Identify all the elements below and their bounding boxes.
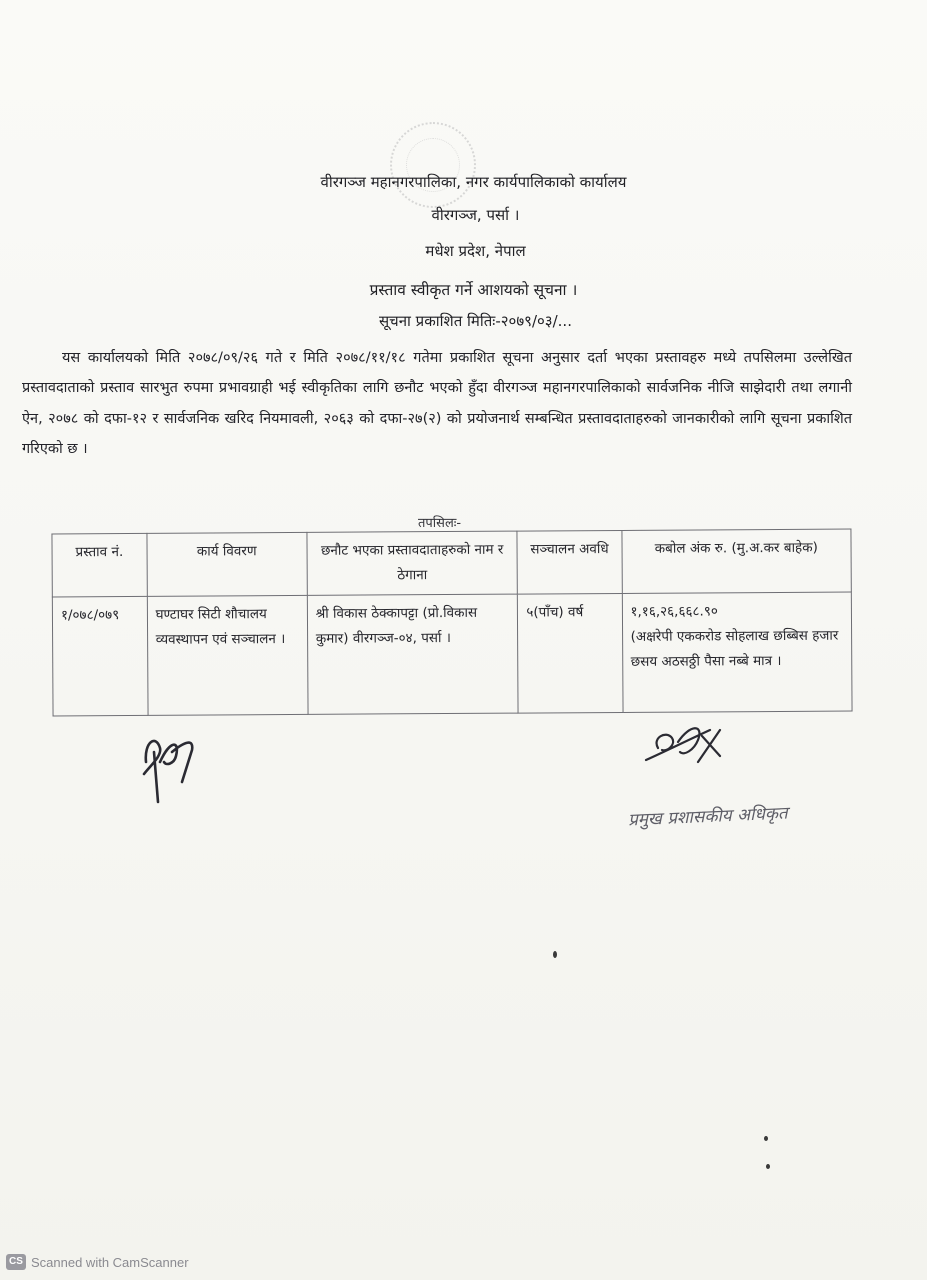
header-operation-period: सञ्चालन अवधि — [517, 530, 621, 594]
office-seal — [390, 122, 476, 208]
handwritten-signature-right — [640, 712, 730, 778]
office-city: वीरगञ्ज, पर्सा । — [431, 206, 520, 224]
header-bid-amount: कबोल अंक रु. (मु.अ.कर बाहेक) — [621, 529, 851, 593]
office-name: वीरगञ्ज महानगरपालिका, नगर कार्यपालिकाको कार्यालय — [320, 173, 627, 191]
table-row — [52, 592, 852, 716]
notice-title: प्रस्ताव स्वीकृत गर्ने आशयको सूचना । — [369, 281, 578, 299]
notice-paragraph: यस कार्यालयको मिति २०७८/०९/२६ गते र मिति २०७८/११/१८ गतेमा प्रकाशित सूचना अनुसार दर्ता भएका प्रस्तावहरु मध्ये तपसिलमा उल्लेखित प्रस्तावदाताको प्रस्ताव सारभुत रुपमा प्रभावग्राही भई स्वीकृतिका लागि छनौट भएको हुँदा वीरगञ्ज महानगरपालिकाको सार्वजनिक नीजि साझेदारी तथा लगानी ऐन, २०७८ को दफा-१२ र सार्वजनिक खरिद नियमावली, २०६३ को दफा-२७(२) को प्रयोजनार्थ सम्बन्धित प्रस्तावदाताहरुको जानकारीको लागि सूचना प्रकाशित गरिएको छ । — [22, 349, 852, 457]
header-work-description: कार्य विवरण — [147, 532, 308, 596]
cell-work-description: घण्टाघर सिटी शौचालय व्यवस्थापन एवं सञ्चालन । — [147, 595, 308, 715]
scan-speck — [766, 1164, 770, 1169]
header-bidder-name-address: छनौट भएका प्रस्तावदाताहरुको नाम र ठेगाना — [307, 531, 518, 595]
office-province: मधेश प्रदेश, नेपाल — [425, 242, 526, 260]
table-caption: तपसिलः- — [418, 516, 462, 531]
camscanner-watermark — [6, 1254, 189, 1270]
table-header-row — [52, 529, 851, 597]
signatory-title: प्रमुख प्रशासकीय अधिकृत — [627, 803, 789, 831]
handwritten-signature-left — [136, 722, 206, 806]
bid-amount-words: (अक्षरेपी एककरोड सोहलाख छब्बिस हजार छसय अठसठ्ठी पैसा नब्बे मात्र । — [630, 627, 839, 670]
header-proposal-no: प्रस्ताव नं. — [52, 533, 147, 597]
scan-speck — [553, 951, 557, 958]
cell-bid-amount — [622, 592, 852, 712]
scan-speck — [764, 1136, 768, 1141]
selected-proposals-table — [51, 529, 852, 717]
published-date: सूचना प्रकाशित मितिः-२०७९/०३/... — [379, 312, 572, 330]
bid-amount-figure: १,१६,२६,६६८.९० — [630, 603, 718, 620]
camscanner-logo-icon: CS — [6, 1254, 26, 1270]
cell-proposal-no: १/०७८/०७९ — [52, 596, 147, 716]
cell-bidder: श्री विकास ठेक्कापट्टा (प्रो.विकास कुमार) वीरगञ्ज-०४, पर्सा । — [307, 594, 518, 714]
cell-operation-period: ५(पाँच) वर्ष — [518, 593, 623, 713]
camscanner-text: Scanned with CamScanner — [31, 1254, 189, 1270]
